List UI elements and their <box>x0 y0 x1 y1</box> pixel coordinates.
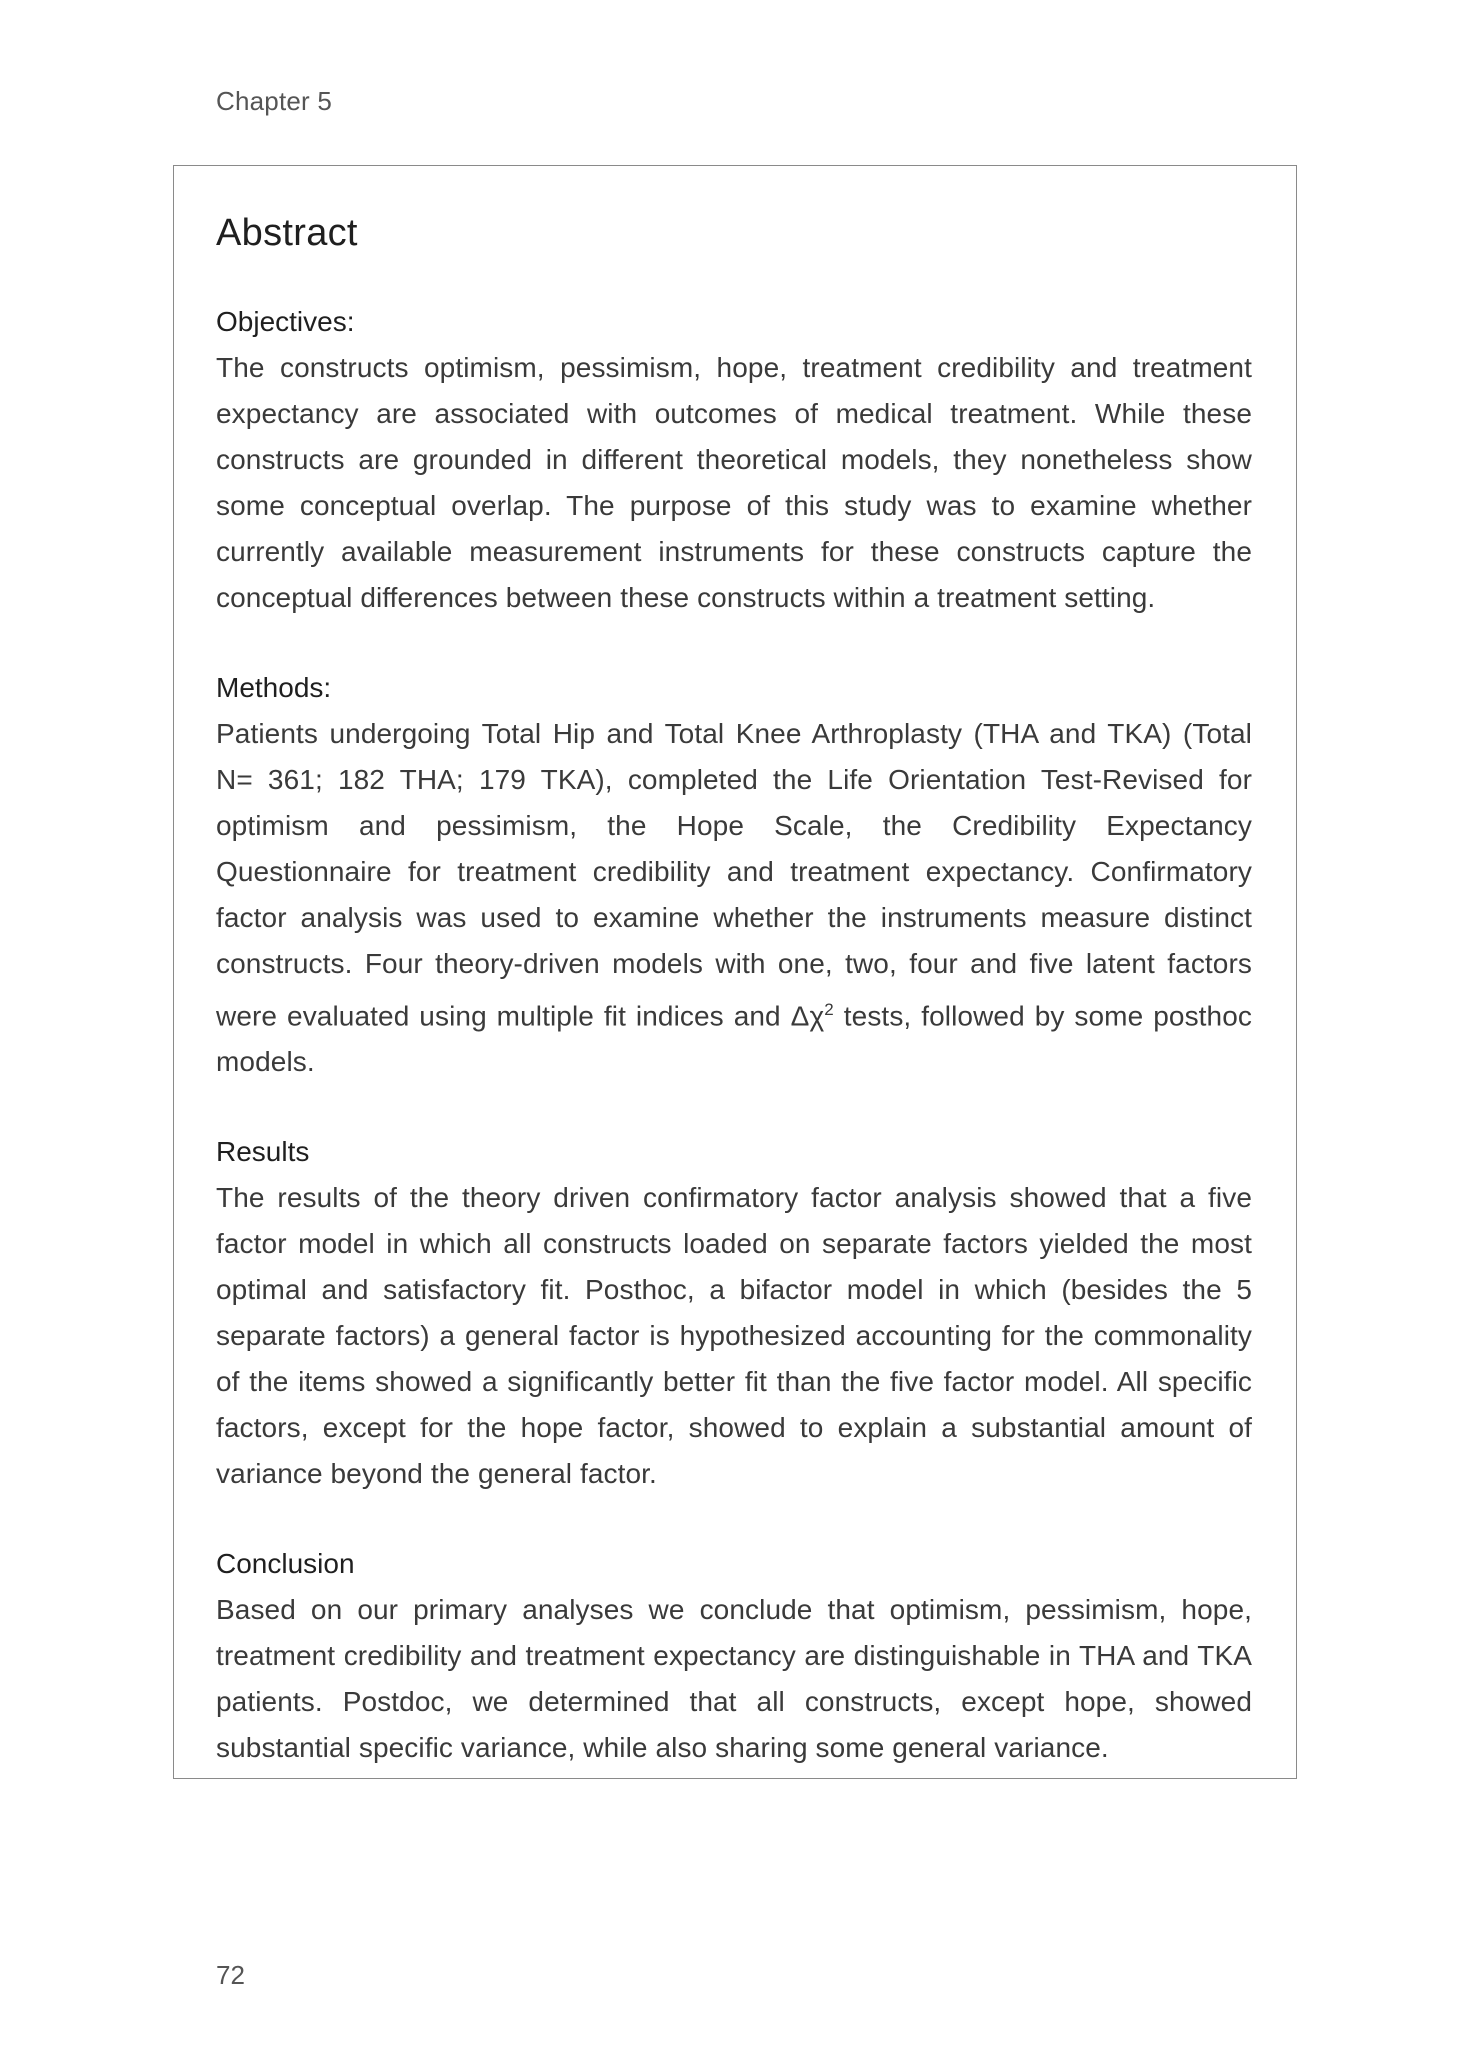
section-conclusion <box>216 1541 1252 1771</box>
page-number: 72 <box>216 1960 245 1990</box>
chi-square-superscript: 2 <box>824 1000 834 1019</box>
abstract-content <box>216 212 1252 1815</box>
section-objectives <box>216 299 1252 621</box>
methods-text-part-2: tests, followed by some posthoc models. <box>216 1000 1252 1078</box>
section-text <box>216 711 1252 1085</box>
section-text: The results of the theory driven confirmatory factor analysis showed that a five factor model in which all constructs loaded on separate factors yielded the most optimal and satisfactory fit. Posthoc, a bifactor model in which (besides the 5 separate factors) a general factor is hypothesized accounting for the commonality of the items showed a significantly better fit than the five factor model. All specific factors, except for the hope factor, showed to explain a substantial amount of variance beyond the general factor. <box>216 1182 1252 1490</box>
abstract-title: Abstract <box>216 212 358 254</box>
abstract-box <box>173 165 1297 1779</box>
section-text: The constructs optimism, pessimism, hope, treatment credibility and treatment expectancy are associated with outcomes of medical treatment. While these constructs are grounded in different theoretical models, they nonetheless show some conceptual overlap. The purpose of this study was to examine whether currently available measurement instruments for these constructs capture the conceptual differences between these constructs within a treatment setting. <box>216 352 1252 613</box>
running-header-chapter: Chapter 5 <box>216 86 332 116</box>
section-heading: Methods: <box>216 672 332 703</box>
section-results <box>216 1129 1252 1497</box>
section-text: Based on our primary analyses we conclude that optimism, pessimism, hope, treatment credibility and treatment expectancy are distinguishable in THA and TKA patients. Postdoc, we determined that all constructs, except hope, showed substantial specific variance, while also sharing some general variance. <box>216 1594 1252 1764</box>
methods-text-part-1: Patients undergoing Total Hip and Total Knee Arthroplasty (THA and TKA) (Total N= 361; 182 THA; 179 TKA), completed the Life Orientation Test-Revised for optimism and pessimism, the Hope Scale, the Credibility Expectancy Questionnaire for treatment credibility and treatment expectancy. Confirmatory factor analysis was used to examine whether the instruments measure distinct constructs. Four theory-driven models with one, two, four and five latent factors were evaluated using multiple fit indices and Δχ <box>216 718 1252 1032</box>
section-heading: Conclusion <box>216 1548 355 1580</box>
section-methods <box>216 665 1252 1085</box>
section-heading: Results <box>216 1136 310 1168</box>
section-heading: Objectives: <box>216 306 355 337</box>
